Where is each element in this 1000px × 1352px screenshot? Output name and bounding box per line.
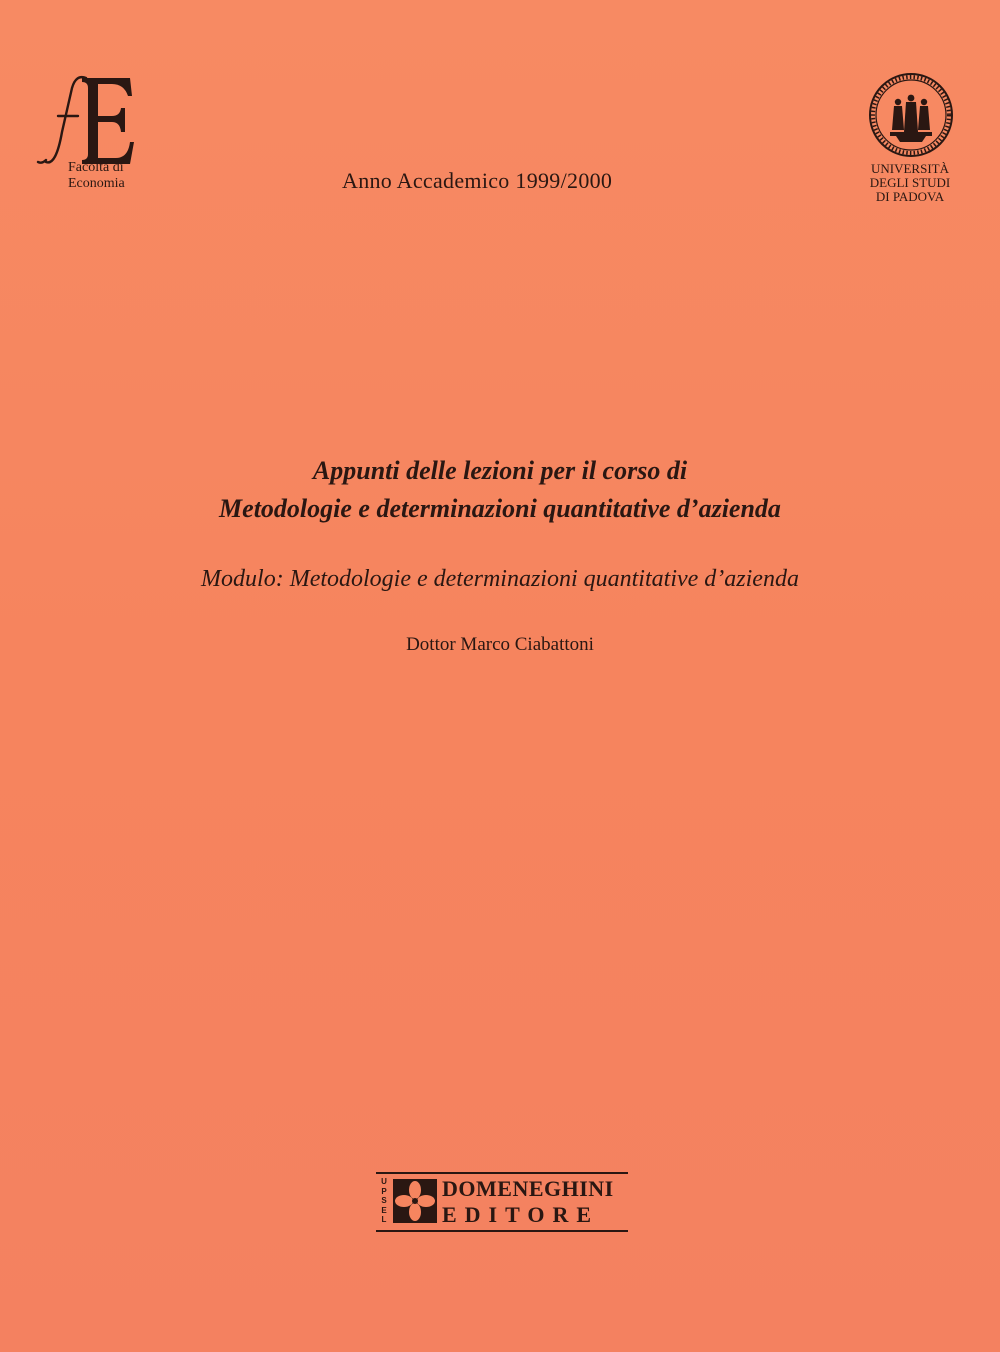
university-name: UNIVERSITÀ DEGLI STUDI DI PADOVA [869, 161, 951, 204]
publisher-rule-top [376, 1172, 628, 1174]
university-seal-icon [868, 72, 954, 158]
title-line-1: Appunti delle lezioni per il corso di [312, 456, 688, 485]
publisher-logo [376, 1172, 626, 1232]
title-line-2: Metodologie e determinazioni quantitative d’azienda [219, 494, 781, 523]
publisher-vertical-letter: S [381, 1196, 387, 1205]
academic-year: Anno Accademico 1999/2000 [342, 168, 613, 193]
publisher-vertical-mark [379, 1177, 389, 1225]
publisher-vertical-letter: P [381, 1186, 387, 1196]
publisher-rule-bottom [376, 1230, 628, 1232]
university-logo [850, 72, 970, 212]
author-name: Dottor Marco Ciabattoni [406, 634, 594, 655]
four-petal-cross-icon [392, 1178, 438, 1224]
publisher-name: DOMENEGHINI [442, 1176, 614, 1201]
faculty-logo [32, 72, 152, 202]
module-subtitle: Modulo: Metodologie e determinazioni quantitative d’azienda [201, 566, 799, 592]
fE-monogram-icon [32, 72, 142, 172]
publisher-vertical-letter: L [381, 1215, 387, 1224]
faculty-logo-text: Facoltà di Economia [68, 160, 125, 191]
publisher-vertical-letter: E [381, 1205, 387, 1215]
publisher-subtitle: EDITORE [442, 1202, 600, 1227]
publisher-vertical-letter: U [381, 1177, 387, 1186]
